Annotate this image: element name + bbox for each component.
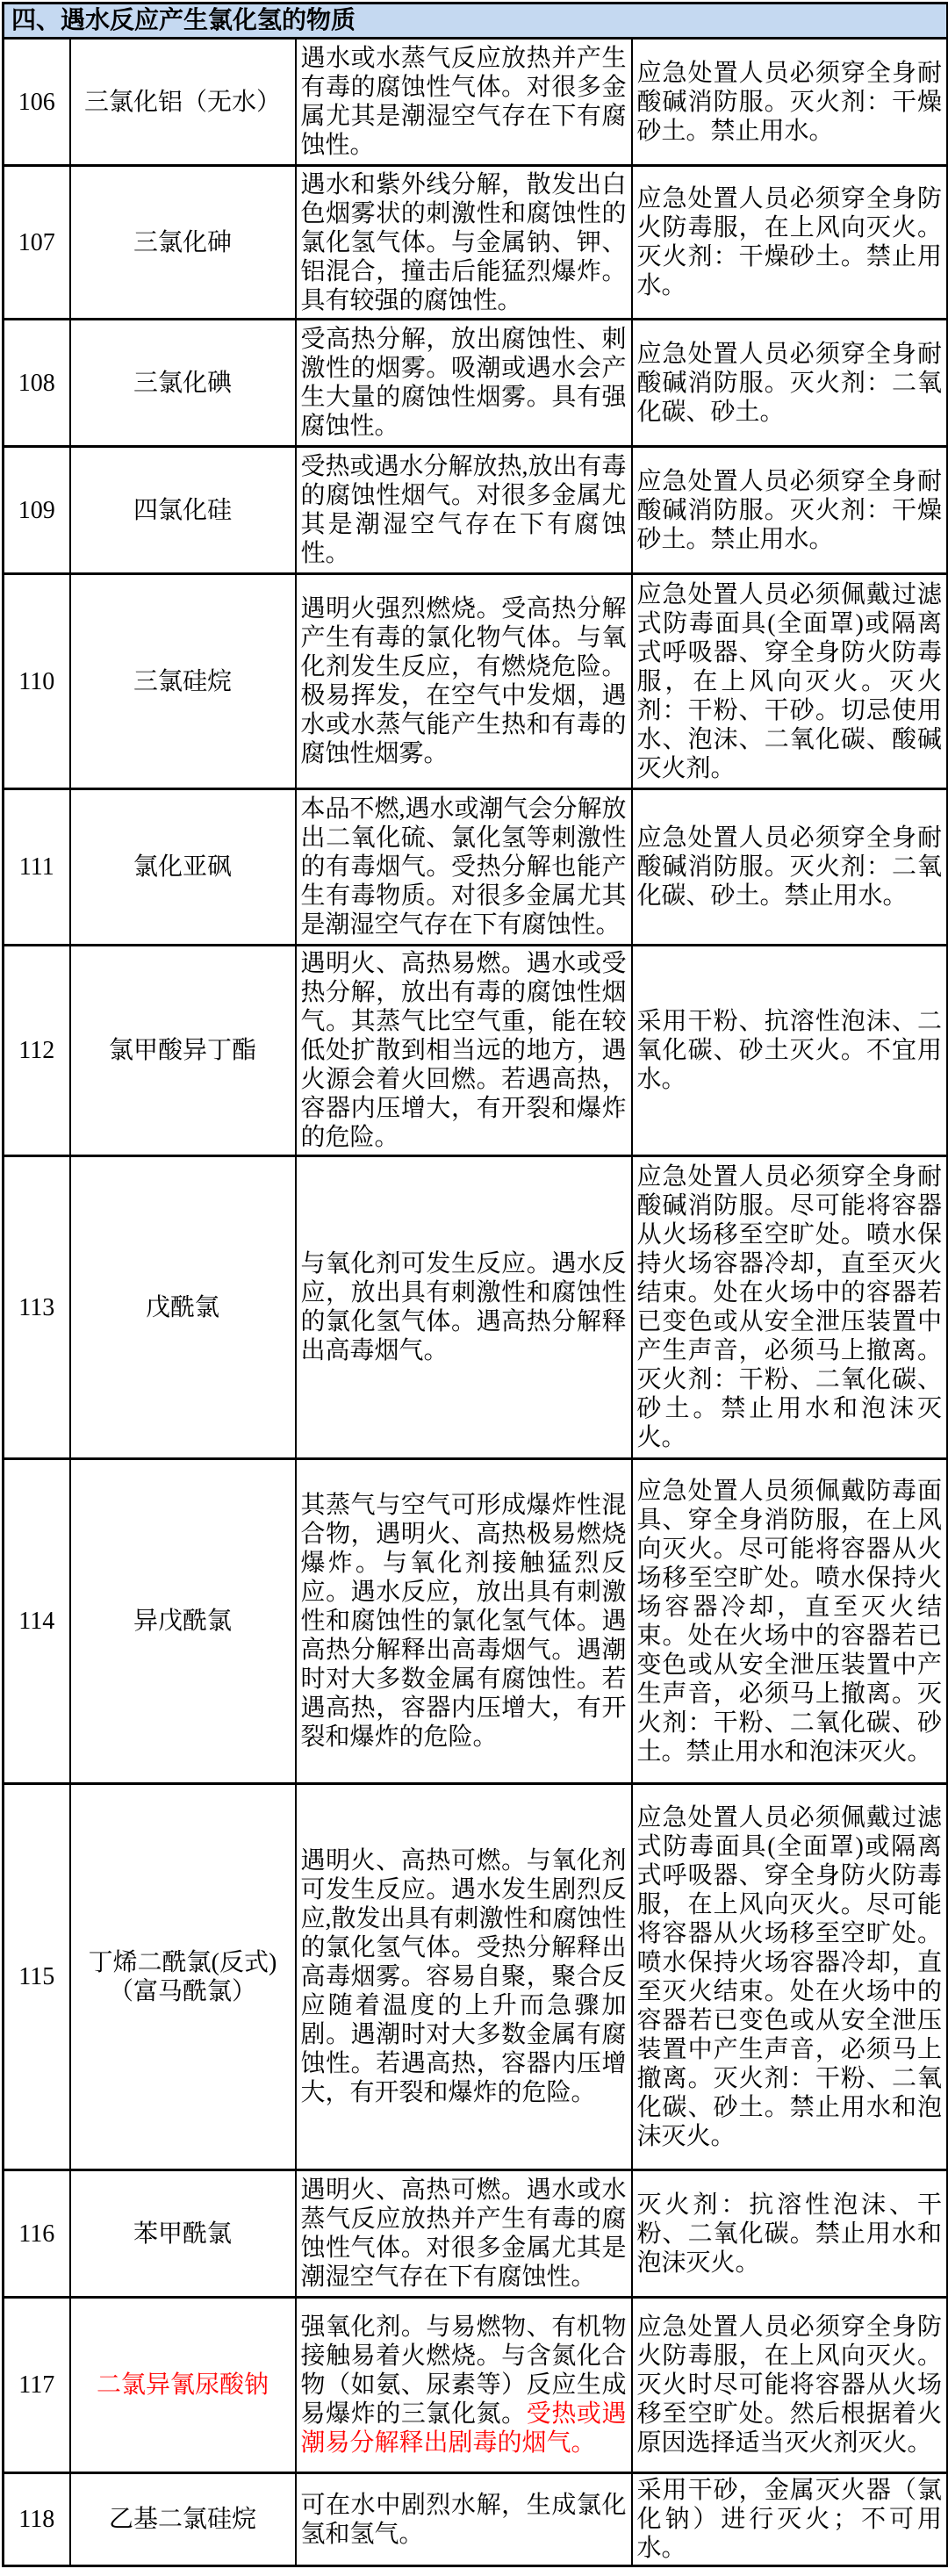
chemical-name: 丁烯二酰氯(反式)（富马酰氯） xyxy=(70,1784,296,2170)
emergency-response: 应急处置人员必须穿全身防火防毒服，在上风向灭火。灭火时尽可能将容器从火场移至空旷处。然后根据着火原因选择适当灭火剂灭火。 xyxy=(632,2298,948,2473)
emergency-response: 应急处置人员必须穿全身耐酸碱消防服。灭火剂：二氧化碳、砂土。 xyxy=(632,320,948,447)
hazard-text: 遇明火、高热可燃。遇水或水蒸气反应放热并产生有毒的腐蚀性气体。对很多金属尤其是潮湿空气存在下有腐蚀性。 xyxy=(300,2177,627,2291)
hazard-text-red: 受热或遇潮易分解释出剧毒的烟气。 xyxy=(300,2400,627,2457)
table-row xyxy=(4,2473,948,2566)
hazard-description xyxy=(296,320,632,447)
table-row xyxy=(4,789,948,946)
hazard-text: 可在水中剧烈水解，生成氯化氢和氢气。 xyxy=(300,2491,627,2548)
hazard-text: 遇水和紫外线分解，散发出白色烟雾状的刺激性和腐蚀性的氯化氢气体。与金属钠、钾、铝混合，撞击后能猛烈爆炸。具有较强的腐蚀性。 xyxy=(300,170,627,314)
hazard-description xyxy=(296,1156,632,1459)
row-number: 116 xyxy=(4,2170,70,2298)
emergency-response: 应急处置人员必须穿全身防火防毒服，在上风向灭火。灭火剂：干燥砂土。禁止用水。 xyxy=(632,166,948,320)
table-row xyxy=(4,574,948,789)
row-number: 107 xyxy=(4,166,70,320)
emergency-response: 采用干砂，金属灭火器（氯化钠）进行灭火；不可用水。 xyxy=(632,2473,948,2566)
row-number: 117 xyxy=(4,2298,70,2473)
emergency-response: 应急处置人员须佩戴防毒面具、穿全身消防服，在上风向灭火。尽可能将容器从火场移至空旷处。喷水保持火场容器冷却，直至灭火结束。处在火场中的容器若已变色或从安全泄压装置中产生声音，必须马上撤离。灭火剂：干粉、二氧化碳、砂土。禁止用水和泡沫灭火。 xyxy=(632,1459,948,1784)
chemical-name: 苯甲酰氯 xyxy=(70,2170,296,2298)
row-number: 118 xyxy=(4,2473,70,2566)
chemical-name: 氯化亚砜 xyxy=(70,789,296,946)
emergency-response: 应急处置人员必须穿全身耐酸碱消防服。尽可能将容器从火场移至空旷处。喷水保持火场容器冷却，直至灭火结束。处在火场中的容器若已变色或从安全泄压装置中产生声音，必须马上撤离。灭火剂：干粉、二氧化碳、砂土。禁止用水和泡沫灭火。 xyxy=(632,1156,948,1459)
table-row xyxy=(4,1784,948,2170)
chemical-name: 三氯硅烷 xyxy=(70,574,296,789)
chemical-name: 三氯化砷 xyxy=(70,166,296,320)
row-number: 115 xyxy=(4,1784,70,2170)
emergency-response: 应急处置人员必须佩戴过滤式防毒面具(全面罩)或隔离式呼吸器、穿全身防火防毒服，在上风向灭火。尽可能将容器从火场移至空旷处。喷水保持火场容器冷却，直至灭火结束。处在火场中的容器若已变色或从安全泄压装置中产生声音，必须马上撤离。灭火剂：干粉、二氧化碳、砂土。禁止用水和泡沫灭火。 xyxy=(632,1784,948,2170)
row-number: 111 xyxy=(4,789,70,946)
hazard-description xyxy=(296,166,632,320)
section-title: 四、遇水反应产生氯化氢的物质 xyxy=(4,4,948,39)
row-number: 114 xyxy=(4,1459,70,1784)
chemical-name: 三氯化碘 xyxy=(70,320,296,447)
table-row xyxy=(4,1459,948,1784)
chemical-name: 氯甲酸异丁酯 xyxy=(70,946,296,1156)
hazard-description xyxy=(296,1784,632,2170)
emergency-response: 灭火剂：抗溶性泡沫、干粉、二氧化碳。禁止用水和泡沫灭火。 xyxy=(632,2170,948,2298)
hazard-description xyxy=(296,946,632,1156)
hazard-description xyxy=(296,447,632,574)
hazmat-table xyxy=(2,2,948,2567)
table-row xyxy=(4,2298,948,2473)
hazard-description xyxy=(296,2473,632,2566)
hazard-text: 其蒸气与空气可形成爆炸性混合物，遇明火、高热极易燃烧爆炸。与氧化剂接触猛烈反应。遇水反应，放出具有刺激性和腐蚀性的氯化氢气体。遇高热分解释出高毒烟气。遇潮时对大多数金属有腐蚀性。若遇高热，容器内压增大，有开裂和爆炸的危险。 xyxy=(300,1492,627,1751)
table-row xyxy=(4,447,948,574)
emergency-response: 采用干粉、抗溶性泡沫、二氧化碳、砂土灭火。不宜用水。 xyxy=(632,946,948,1156)
hazard-text: 遇明火强烈燃烧。受高热分解产生有毒的氯化物气体。与氧化剂发生反应，有燃烧危险。极易挥发，在空气中发烟，遇水或水蒸气能产生热和有毒的腐蚀性烟雾。 xyxy=(300,595,627,767)
table-row xyxy=(4,320,948,447)
chemical-name: 四氯化硅 xyxy=(70,447,296,574)
chemical-name: 异戊酰氯 xyxy=(70,1459,296,1784)
table-row xyxy=(4,2170,948,2298)
hazard-description xyxy=(296,1459,632,1784)
hazard-text: 与氧化剂可发生反应。遇水反应，放出具有刺激性和腐蚀性的氯化氢气体。遇高热分解释出高毒烟气。 xyxy=(300,1250,627,1364)
section-header-row xyxy=(4,4,948,39)
hazard-text: 遇水或水蒸气反应放热并产生有毒的腐蚀性气体。对很多金属尤其是潮湿空气存在下有腐蚀性。 xyxy=(300,45,627,159)
row-number: 109 xyxy=(4,447,70,574)
chemical-name: 乙基二氯硅烷 xyxy=(70,2473,296,2566)
emergency-response: 应急处置人员必须穿全身耐酸碱消防服。灭火剂：干燥砂土。禁止用水。 xyxy=(632,447,948,574)
row-number: 110 xyxy=(4,574,70,789)
emergency-response: 应急处置人员必须佩戴过滤式防毒面具(全面罩)或隔离式呼吸器、穿全身防火防毒服，在上风向灭火。灭火剂：干粉、干砂。切忌使用水、泡沫、二氧化碳、酸碱灭火剂。 xyxy=(632,574,948,789)
hazard-description xyxy=(296,574,632,789)
chemical-name: 三氯化铝（无水） xyxy=(70,39,296,166)
row-number: 106 xyxy=(4,39,70,166)
hazard-description xyxy=(296,2170,632,2298)
row-number: 112 xyxy=(4,946,70,1156)
table-row xyxy=(4,39,948,166)
hazard-text: 遇明火、高热可燃。与氧化剂可发生反应。遇水发生剧烈反应,散发出具有刺激性和腐蚀性的氯化氢气体。受热分解释出高毒烟雾。容易自聚，聚合反应随着温度的上升而急骤加剧。遇潮时对大多数金属有腐蚀性。若遇高热，容器内压增大，有开裂和爆炸的危险。 xyxy=(300,1847,627,2106)
hazard-text: 受热或遇水分解放热,放出有毒的腐蚀性烟气。对很多金属尤其是潮湿空气存在下有腐蚀性。 xyxy=(300,453,627,567)
hazard-text: 遇明火、高热易燃。遇水或受热分解，放出有毒的腐蚀性烟气。其蒸气比空气重，能在较低处扩散到相当远的地方，遇火源会着火回燃。若遇高热，容器内压增大，有开裂和爆炸的危险。 xyxy=(300,950,627,1151)
chemical-name: 二氯异氰尿酸钠 xyxy=(70,2298,296,2473)
row-number: 108 xyxy=(4,320,70,447)
table-row xyxy=(4,946,948,1156)
hazard-description xyxy=(296,2298,632,2473)
table-row xyxy=(4,1156,948,1459)
hazard-text: 本品不燃,遇水或潮气会分解放出二氧化硫、氯化氢等刺激性的有毒烟气。受热分解也能产生有毒物质。对很多金属尤其是潮湿空气存在下有腐蚀性。 xyxy=(300,795,627,939)
hazard-description xyxy=(296,789,632,946)
chemical-name: 戊酰氯 xyxy=(70,1156,296,1459)
hazard-text: 强氧化剂。与易燃物、有机物接触易着火燃烧。与含氮化合物（如氨、尿素等）反应生成易爆炸的三氯化氮。 xyxy=(300,2313,627,2428)
hazard-description xyxy=(296,39,632,166)
emergency-response: 应急处置人员必须穿全身耐酸碱消防服。灭火剂：二氧化碳、砂土。禁止用水。 xyxy=(632,789,948,946)
table-row xyxy=(4,166,948,320)
row-number: 113 xyxy=(4,1156,70,1459)
emergency-response: 应急处置人员必须穿全身耐酸碱消防服。灭火剂：干燥砂土。禁止用水。 xyxy=(632,39,948,166)
hazard-text: 受高热分解，放出腐蚀性、刺激性的烟雾。吸潮或遇水会产生大量的腐蚀性烟雾。具有强腐蚀性。 xyxy=(300,326,627,440)
